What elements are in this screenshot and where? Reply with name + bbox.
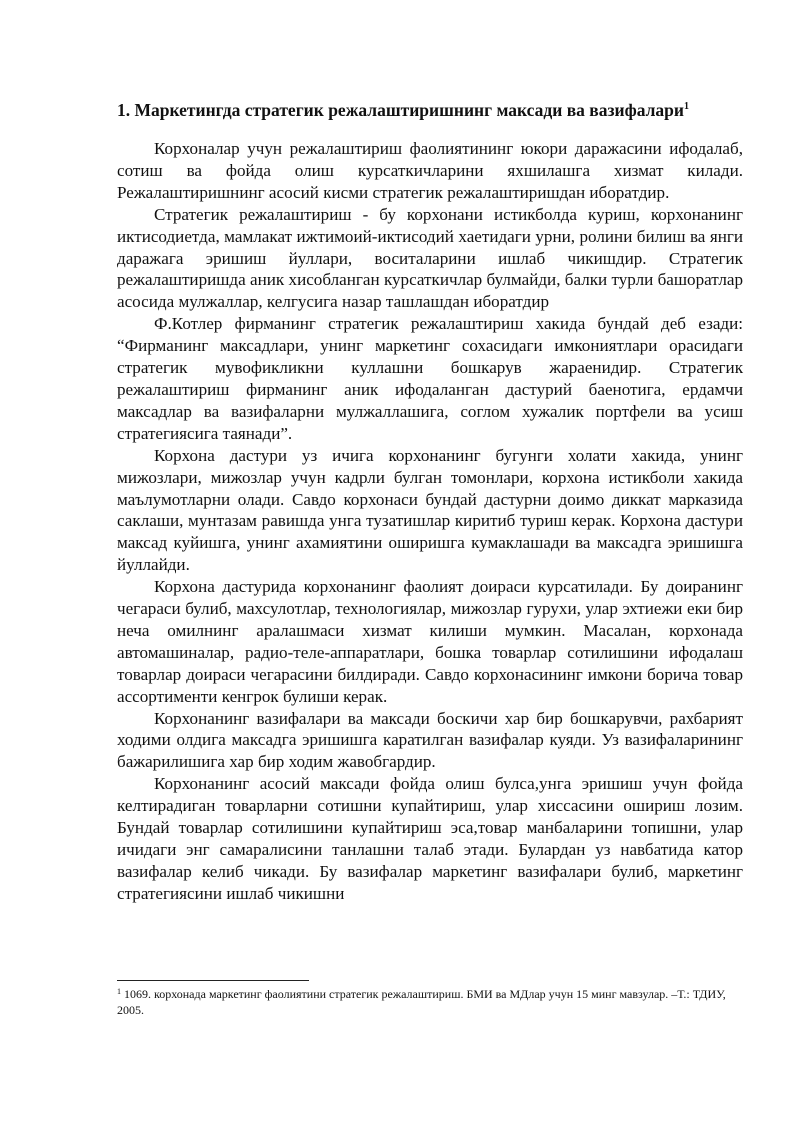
footnote	[117, 986, 743, 1018]
section-title-text: 1. Маркетингда стратегик режалаштиришнинг максади ва вазифалари	[117, 100, 684, 120]
paragraph: Ф.Котлер фирманинг стратегик режалаштириш хакида бундай деб езади: “Фирманинг максадлари, унинг маркетинг сохасидаги имкониятлари орасидаги стратегик мувофикликни куллашни бошкарув жараенидир. Стратегик режалаштириш фирманинг аник ифодаланган дастурий баенотига, ердамчи максадлар ва вазифаларни мулжаллашига, соглом хужалик портфели ва усиш стратегиясига таянади”.	[117, 314, 743, 443]
footnote-reference[interactable]: 1	[684, 101, 689, 112]
paragraph: Корхона дастури уз ичига корхонанинг бугунги холати хакида, унинг мижозлари, мижозлар учун кадрли булган томонлари, корхона истикболи хакида маълумотларни олади. Савдо корхонаси бундай дастурни доимо диккат марказида саклаши, мунтазам равишда унга тузатишлар киритиб туриш керак. Корхона дастури максад куйишга, унинг ахамиятини оширишга кумаклашади ва максадга эришишга йуллайди.	[117, 445, 743, 575]
paragraph: Корхонанинг вазифалари ва максади боскичи хар бир бошкарувчи, рахбарият ходими олдига максадга эришишга каратилган вазифалар куяди. Уз вазифаларининг бажарилишига хар бир ходим жавобгардир.	[117, 708, 743, 772]
footnote-separator	[117, 980, 309, 981]
body-text	[117, 138, 743, 905]
paragraph: Корхоналар учун режалаштириш фаолиятининг юкори даражасини ифодалаб, сотиш ва фойда олиш курсаткичларини яхшилашга хизмат килади. Режалаштиришнинг асосий кисми стратегик режалаштиришдан иборатдир.	[117, 139, 743, 202]
footnote-text: 1069. корхонада маркетинг фаолиятини стратегик режалаштириш. БМИ ва МДлар учун 15 минг мавзулар. –Т.: ТДИУ, 2005.	[117, 987, 726, 1017]
section-title	[117, 96, 757, 124]
paragraph: Корхонанинг асосий максади фойда олиш булса,унга эришиш учун фойда келтирадиган товарларни сотишни купайтириш, улар хиссасини ошириш лозим. Бундай товарлар сотилишини купайтириш эса,товар манбаларини топишни, улар ичидаги энг самаралисини танлашни талаб этади. Булардан уз навбатида катор вазифалар келиб чикади. Бу вазифалар маркетинг вазифалари булиб, маркетинг стратегиясини ишлаб чикишни	[117, 774, 743, 903]
paragraph: Стратегик режалаштириш - бу корхонани истикболда куриш, корхонанинг иктисодиетда, мамлакат ижтимоий-иктисодий хаетидаги урни, ролини билиш ва янги даражага эришиш йуллари, воситаларини ишлаб чикишдир. Стратегик режалаштиришда аник хисобланган курсаткичлар булмайди, балки турли башоратлар асосида мулжаллар, келгусига назар ташлашдан иборатдир	[117, 204, 743, 312]
paragraph: Корхона дастурида корхонанинг фаолият доираси курсатилади. Бу доиранинг чегараси булиб, махсулотлар, технологиялар, мижозлар гурухи, улар эхтиежи еки бир неча омилнинг аралашмаси хизмат килиши мумкин. Масалан, корхонада автомашиналар, радио-теле-аппаратлари, бошка товарлар сотилишини ифодалаш товарлар доираси чегарасини билдиради. Савдо корхонасининг имкони борича товар ассортименти кенгрок булиши керак.	[117, 577, 743, 706]
footnote-marker: 1	[117, 987, 121, 996]
